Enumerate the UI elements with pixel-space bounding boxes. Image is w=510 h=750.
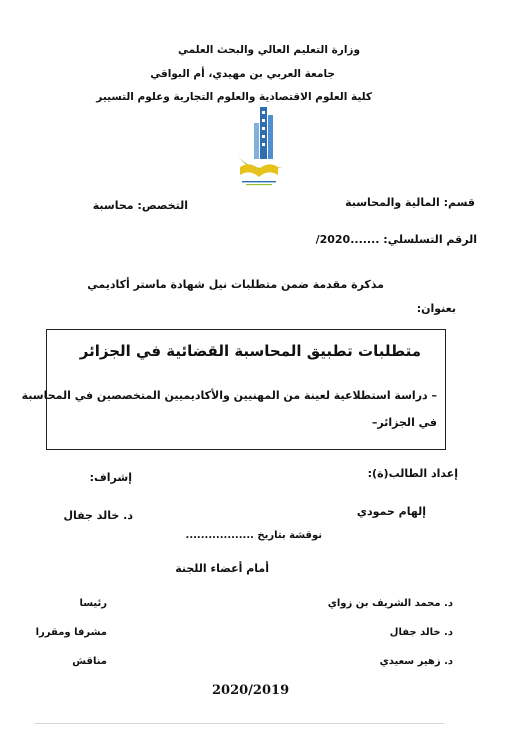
student-label: إعداد الطالب(ة): [367,467,458,480]
thesis-title: متطلبات تطبيق المحاسبة القضائية في الجزائر [79,342,421,360]
thesis-title-box [21,329,446,450]
thesis-subtitle-line-2: في الجزائر– [371,416,437,429]
committee-title: أمام أعضاء اللجنة [175,562,269,575]
ministry-line: وزارة التعليم العالي والبحث العلمي [177,44,360,56]
thesis-subtitle-line-1: – دراسة استطلاعية لعينة من المهنيين والأكاديميين المتخصصين في المحاسبة [21,389,437,402]
memo-line: مذكرة مقدمة ضمن متطلبات نيل شهادة ماستر أكاديمي [87,278,384,291]
academic-year: 2020/2019 [212,683,290,698]
committee-member-name: د. زهير سعيدي [379,656,453,667]
supervisor-name: د. خالد جفال [63,509,133,522]
student-name: إلهام حمودي [356,505,426,518]
committee-member-name: د. خالد جفال [389,627,453,638]
university-logo-icon [228,103,290,191]
committee-member-role: مشرفا ومقررا [35,627,107,638]
committee-member-role: مناقش [72,656,107,667]
committee-member-name: د. محمد الشريف بن زواي [327,598,453,609]
page-bottom-divider [34,723,444,724]
university-line: جامعة العربي بن مهيدي، أم البواقي [150,68,335,80]
serial-number: الرقم التسلسلي: .......2020/ [315,233,477,246]
defense-date: نوقشة بتاريخ .................. [185,530,322,541]
department-label: قسم: المالية والمحاسبة [345,196,475,209]
title-label: بعنوان: [416,302,456,315]
specialty-label: التخصص: محاسبة [92,199,188,212]
faculty-line: كلية العلوم الاقتصادية والعلوم التجارية وعلوم التسيير [96,91,372,103]
committee-member-role: رئيسا [79,598,107,609]
supervisor-label: إشراف: [89,471,132,484]
